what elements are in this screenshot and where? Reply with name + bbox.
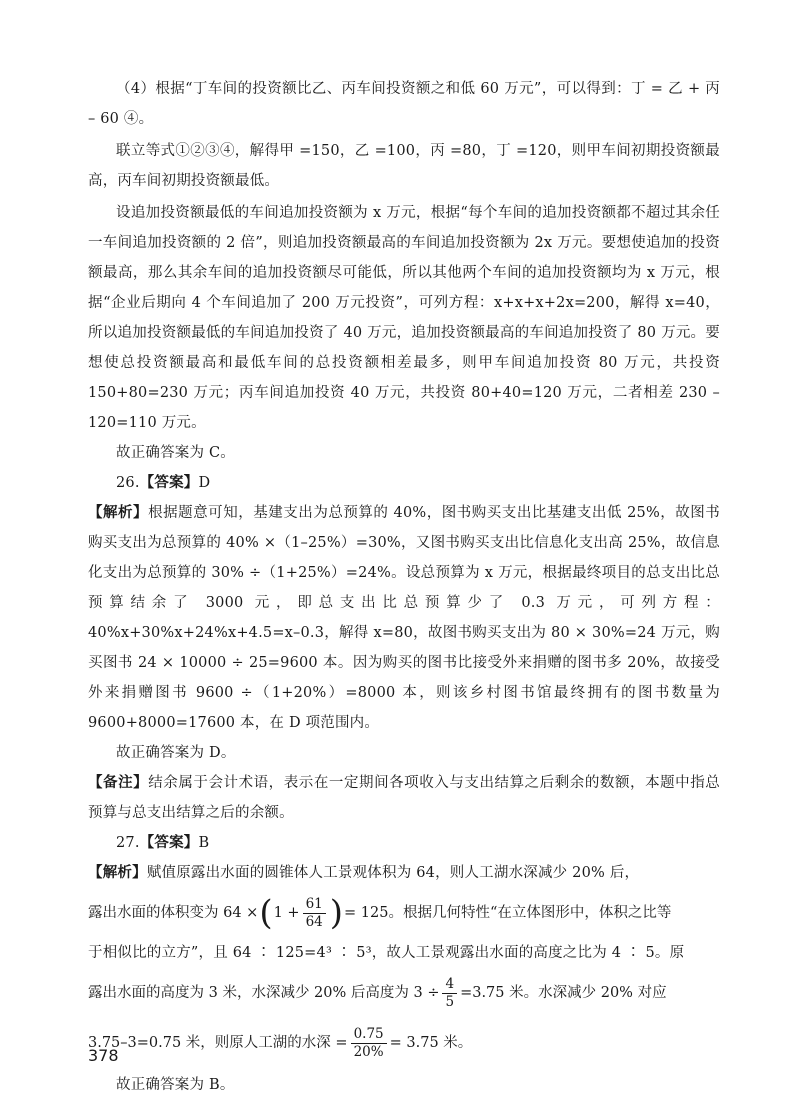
paragraph-condition-4: （4）根据“丁车间的投资额比乙、丙车间投资额之和低 60 万元”，可以得到：丁 = 乙 + 丙 – 60 ④。 bbox=[88, 81, 720, 127]
question-number: 27. bbox=[116, 835, 140, 851]
math-text: 露出水面的体积变为 64 × bbox=[88, 905, 259, 921]
answer-tag: 【答案】 bbox=[139, 474, 199, 491]
fraction-4-5 bbox=[442, 976, 457, 1011]
similarity-ratio-line: 于相似比的立方”，且 64 ∶ 125=4³ ∶ 5³，故人工景观露出水面的高度之比为 4 ∶ 5。原 bbox=[88, 945, 685, 961]
answer-line-d: 故正确答案为 D。 bbox=[116, 745, 236, 761]
open-paren: ( bbox=[259, 893, 273, 933]
question-26-analysis bbox=[88, 498, 720, 738]
fraction-numerator: 0.75 bbox=[351, 1026, 387, 1044]
math-text: 3.75–3=0.75 米，则原人工湖的水深 = bbox=[88, 1035, 348, 1051]
math-text: 露出水面的高度为 3 米，水深减少 20% 后高度为 3 ÷ bbox=[88, 985, 440, 1001]
note-text: 结余属于会计术语，表示在一定期间各项收入与支出结算之后剩余的数额，本题中指总预算与总支出结算之后的余额。 bbox=[88, 775, 720, 821]
question-number: 26. bbox=[116, 475, 140, 491]
math-text: = 3.75 米。 bbox=[389, 1035, 473, 1051]
paragraph-solve-system: 联立等式①②③④，解得甲 =150，乙 =100，丙 =80，丁 =120，则甲车间初期投资额最高，丙车间初期投资额最低。 bbox=[88, 143, 720, 189]
analysis-text: 根据题意可知，基建支出为总预算的 40%，图书购买支出比基建支出低 25%，故图书购买支出为总预算的 40% ×（1–25%）=30%，又图书购买支出比信息化支出高 25%，故信息化支出为总预算的 30% ÷（1+25%）=24%。设总预算为 x 万元，根据最终项目的总支出比总预算结余了 3000 元，即总支出比总预算少了 0.3 万元，可列方程：40%x+30%x+24%x+4.5=x–0.3，解得 x=80，故图书购买支出为 80 × 30%=24 万元，购买图书 24 × 10000 ÷ 25=9600 本。因为购买的图书比接受外来捐赠的图书多 20%，故接受外来捐赠图书 9600 ÷（1+20%）=8000 本，则该乡村图书馆最终拥有的图书数量为 9600+8000=17600 本，在 D 项范围内。 bbox=[88, 505, 720, 731]
question-27-analysis bbox=[88, 858, 720, 888]
note-tag: 【备注】 bbox=[88, 774, 149, 791]
answer-tag: 【答案】 bbox=[139, 834, 199, 851]
paragraph-additional-investment: 设追加投资额最低的车间追加投资额为 x 万元，根据“每个车间的追加投资额都不超过其余任一车间追加投资额的 2 倍”，则追加投资额最高的车间追加投资额为 2x 万元。要想使追加的投资额最高，那么其余车间的追加投资额尽可能低，所以其他两个车间的追加投资额均为 x 万元，根据“企业后期向 4 个车间追加了 200 万元投资”，可列方程：x+x+x+2x=200，解得 x=40，所以追加投资额最低的车间追加投资了 40 万元，追加投资额最高的车间追加投资了 80 万元。要想使总投资额最高和最低车间的总投资额相差最多，则甲车间追加投资 80 万元，共投资 150+80=230 万元；丙车间追加投资 40 万元，共投资 80+40=120 万元，二者相差 230 – 120=110 万元。 bbox=[88, 205, 720, 431]
math-text: 1 + bbox=[273, 905, 300, 921]
question-26-heading bbox=[88, 468, 720, 498]
fraction-denominator: 5 bbox=[445, 993, 455, 1010]
math-text: = 125。根据几何特性“在立体图形中，体积之比等 bbox=[344, 905, 672, 921]
fraction-denominator: 64 bbox=[305, 913, 323, 930]
analysis-tag: 【解析】 bbox=[88, 504, 149, 521]
fraction-numerator: 61 bbox=[303, 896, 326, 914]
depth-equation-line bbox=[88, 1018, 720, 1068]
answer-letter: D bbox=[198, 475, 211, 491]
question-26-note bbox=[88, 768, 720, 828]
volume-equation-line bbox=[88, 888, 720, 938]
analysis-text: 赋值原露出水面的圆锥体人工景观体积为 64，则人工湖水深减少 20% 后， bbox=[146, 865, 640, 881]
height-equation-line bbox=[88, 968, 720, 1018]
page-content bbox=[88, 74, 720, 1100]
analysis-tag: 【解析】 bbox=[88, 864, 147, 881]
page-number: 378 bbox=[88, 1046, 119, 1065]
fraction-denominator: 20% bbox=[353, 1043, 384, 1060]
fraction-075-20pct bbox=[351, 1026, 387, 1061]
fraction-numerator: 4 bbox=[442, 976, 457, 994]
answer-line-c: 故正确答案为 C。 bbox=[116, 445, 236, 461]
math-text: =3.75 米。水深减少 20% 对应 bbox=[460, 985, 667, 1001]
answer-letter: B bbox=[198, 835, 210, 851]
fraction-61-64 bbox=[303, 896, 326, 931]
close-paren: ) bbox=[329, 893, 344, 933]
answer-line-b: 故正确答案为 B。 bbox=[116, 1077, 235, 1093]
question-27-heading bbox=[88, 828, 720, 858]
